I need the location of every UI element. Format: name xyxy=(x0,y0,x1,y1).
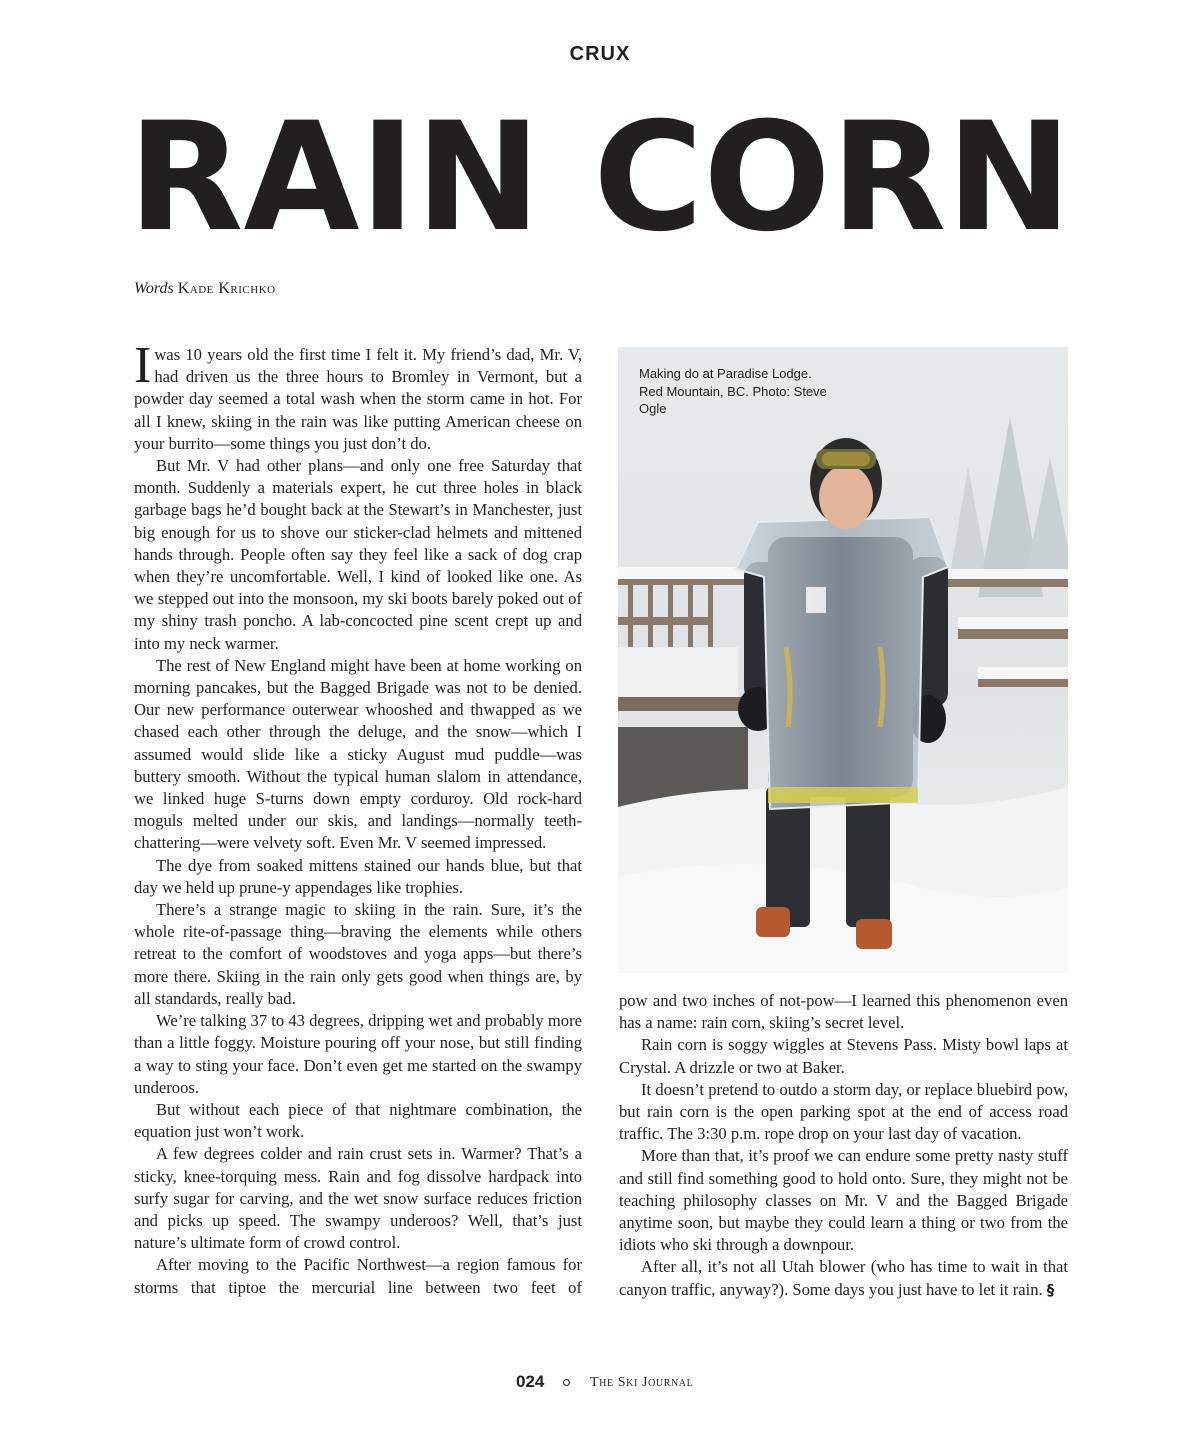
section-label: CRUX xyxy=(569,43,631,65)
body-paragraph: We’re talking 37 to 43 degrees, dripping wet and probably more than a little foggy. Moisture pouring off your nose, but still finding a way to sting your face. Don’t even get me started on the swampy underoos. xyxy=(134,1011,582,1097)
final-paragraph xyxy=(619,1256,1068,1300)
end-mark-icon: § xyxy=(1046,1280,1055,1299)
first-paragraph xyxy=(134,344,582,455)
byline-label: Words xyxy=(134,280,174,297)
body-paragraph: But without each piece of that nightmare combination, the equation just won’t work. xyxy=(134,1099,582,1142)
byline-author: Kade Krichko xyxy=(177,280,276,297)
body-paragraph: A few degrees colder and rain crust sets in. Warmer? That’s a sticky, knee-torquing mess. Rain and fog dissolve hardpack into surfy sugar for carving, and the wet snow surface reduces friction and picks up speed. The swampy underoos? Well, that’s just nature’s ultimate form of crowd control. xyxy=(134,1144,582,1253)
skier-poncho-photo xyxy=(618,347,1068,973)
separator-circle-icon xyxy=(563,1379,570,1386)
body-paragraph: More than that, it’s proof we can endure some pretty nasty stuff and still find something good to hold onto. Sure, they might not be teaching philosophy classes on Mr. V and the Bagged Brigade anytime soon, but maybe they could learn a thing or two from the idiots who ski through a downpour. xyxy=(619,1146,1068,1255)
final-paragraph-text: After all, it’s not all Utah blower (who has time to wait in that canyon traffic, anyway?). Some days you just have to let it rain. xyxy=(619,1257,1068,1299)
body-paragraph: The dye from soaked mittens stained our hands blue, but that day we held up prune-y appendages like trophies. xyxy=(134,855,582,897)
page-number: 024 xyxy=(516,1372,545,1391)
article-headline: RAIN CORN xyxy=(128,91,1072,265)
article-column-right xyxy=(619,990,1068,1330)
body-paragraph: The rest of New England might have been at home working on morning pancakes, but the Bagged Brigade was not to be denied. Our new performance outerwear whooshed and thwapped as we chased each other through the deluge, and the snow—which I assumed would slide like a sticky August mud puddle—was buttery smooth. Without the typical human slalom in attendance, we linked huge S-turns down empty corduroy. Old rock-hard moguls melted under our skis, and landings—normally teeth-chattering—were velvety soft. Even Mr. V seemed impressed. xyxy=(134,655,582,853)
byline xyxy=(134,280,276,298)
article-column-left xyxy=(134,344,582,1334)
first-paragraph-text: was 10 years old the first time I felt it. My friend’s dad, Mr. V, had driven us the three hours to Bromley in Vermont, but a powder day seemed a total wash when the storm came in hot. For all I knew, skiing in the rain was like putting American cheese on your burrito—some things you just don’t do. xyxy=(134,345,582,453)
body-paragraph: It doesn’t pretend to outdo a storm day, or replace bluebird pow, but rain corn is the open parking spot at the end of access road traffic. The 3:30 p.m. rope drop on your last day of vacation. xyxy=(619,1079,1068,1144)
body-paragraph: There’s a strange magic to skiing in the rain. Sure, it’s the whole rite-of-passage thing—braving the elements while others retreat to the comfort of woodstoves and yoga apps—but there’s more there. Skiing in the rain only gets good when things are, by all standards, really bad. xyxy=(134,900,582,1008)
body-paragraph: But Mr. V had other plans—and only one free Saturday that month. Suddenly a materials expert, he cut three holes in black garbage bags he’d bought back at the Stewart’s in Manchester, just big enough for us to shove our sticker-clad helmets and mittened hands through. People often say they feel like a sack of dog crap when they’re uncomfortable. Well, I kind of looked like one. As we stepped out into the monsoon, my ski boots barely poked out of my shiny trash poncho. A lab-concocted pine scent crept up and into my neck warmer. xyxy=(134,456,582,653)
continued-paragraph: pow and two inches of not-pow—I learned this phenomenon even has a name: rain corn, skiing’s secret level. xyxy=(619,991,1068,1033)
article-photo xyxy=(618,347,1068,973)
body-paragraph: Rain corn is soggy wiggles at Stevens Pass. Misty bowl laps at Crystal. A drizzle or two at Baker. xyxy=(619,1035,1068,1077)
photo-caption: Making do at Paradise Lodge. Red Mountain, BC. Photo: Steve Ogle xyxy=(639,366,827,416)
publication-name: The Ski Journal xyxy=(590,1375,694,1390)
drop-cap: I xyxy=(134,344,152,394)
body-paragraph: After moving to the Pacific Northwest—a region famous for storms that tiptoe the mercurial line between two feet of xyxy=(134,1255,582,1297)
page-footer xyxy=(0,1372,1200,1402)
